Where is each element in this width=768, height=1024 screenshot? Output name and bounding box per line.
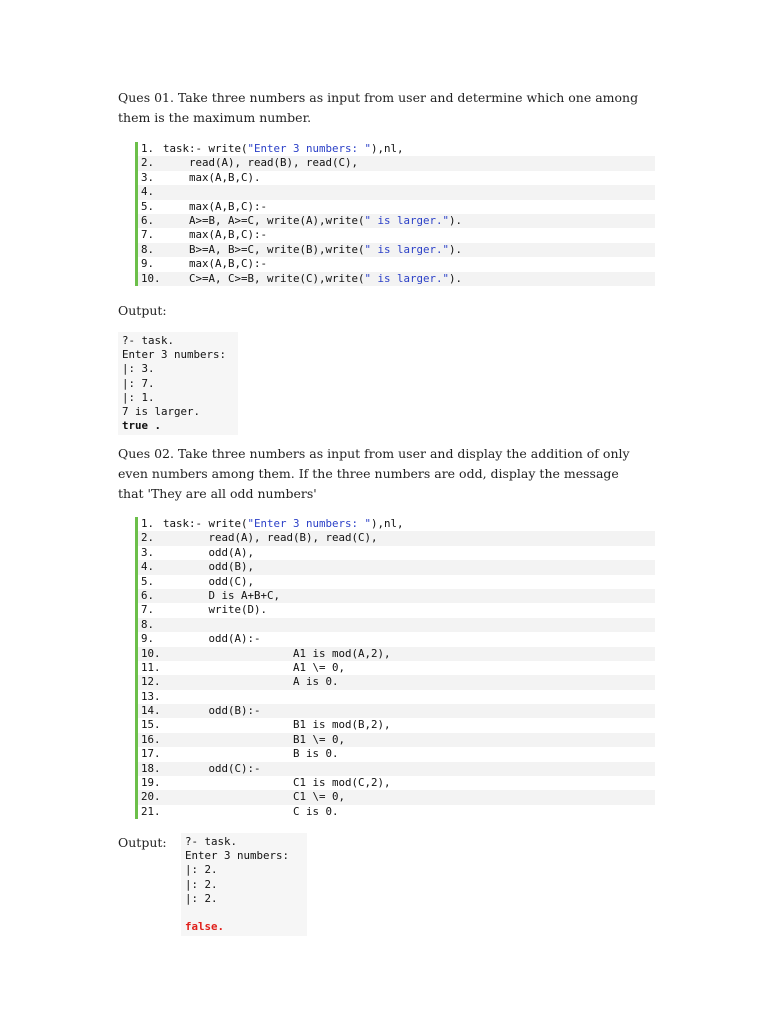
code-line xyxy=(138,531,655,545)
code-line xyxy=(138,661,655,675)
code-line xyxy=(138,575,655,589)
code-text: ). xyxy=(449,271,463,285)
console-line: |: 1. xyxy=(122,390,155,404)
console-output-q2 xyxy=(181,833,307,936)
code-text: C1 is mod(C,2), xyxy=(163,776,391,790)
code-line xyxy=(138,647,655,661)
line-number: 10. xyxy=(141,271,161,285)
code-string: " is larger." xyxy=(364,242,450,256)
code-text: B is 0. xyxy=(163,747,339,761)
console-line: |: 3. xyxy=(122,362,155,376)
line-number: 2. xyxy=(141,156,155,170)
code-text: ),nl, xyxy=(371,142,404,155)
code-line xyxy=(138,790,655,804)
console-line: |: 2. xyxy=(185,877,218,891)
line-number: 19. xyxy=(141,776,161,790)
line-number: 8. xyxy=(141,617,155,631)
line-number: 3. xyxy=(141,545,155,559)
code-text: ). xyxy=(449,242,463,256)
code-line xyxy=(138,762,655,776)
code-text: max(A,B,C):- xyxy=(163,199,268,213)
console-line: 7 is larger. xyxy=(122,404,201,418)
code-line xyxy=(138,546,655,560)
code-text: task:- write( xyxy=(163,142,248,155)
code-line xyxy=(138,243,655,257)
code-text: A is 0. xyxy=(163,675,339,689)
code-line xyxy=(138,690,655,704)
line-number: 13. xyxy=(141,689,161,703)
line-number: 18. xyxy=(141,761,161,775)
code-string: " is larger." xyxy=(364,271,450,285)
question-2 xyxy=(118,444,648,504)
code-string: "Enter 3 numbers: " xyxy=(247,142,372,155)
code-block-q1 xyxy=(135,142,655,286)
code-text: A>=B, A>=C, write(A),write( xyxy=(163,213,365,227)
code-line xyxy=(138,776,655,790)
question-1-text: Ques 01. Take three numbers as input from user and determine which one among them is the maximum number. xyxy=(118,90,639,125)
line-number: 10. xyxy=(141,646,161,660)
code-text: C>=A, C>=B, write(C),write( xyxy=(163,271,365,285)
console-line: |: 2. xyxy=(185,891,218,905)
line-number: 5. xyxy=(141,574,155,588)
console-line: |: 2. xyxy=(185,863,218,877)
code-text: C1 \= 0, xyxy=(163,790,346,804)
line-number: 9. xyxy=(141,632,155,646)
code-line xyxy=(138,257,655,271)
code-text: ). xyxy=(449,213,463,227)
code-line xyxy=(138,733,655,747)
code-line xyxy=(138,272,655,286)
code-text: B1 is mod(B,2), xyxy=(163,718,391,732)
code-text: B>=A, B>=C, write(B),write( xyxy=(163,242,365,256)
console-line xyxy=(185,906,303,920)
console-line: ?- task. xyxy=(122,334,175,347)
code-line xyxy=(138,185,655,199)
code-line xyxy=(138,747,655,761)
line-number: 12. xyxy=(141,675,161,689)
line-number: 2. xyxy=(141,531,155,545)
question-1 xyxy=(118,88,648,128)
code-string: "Enter 3 numbers: " xyxy=(247,517,372,530)
code-line xyxy=(138,632,655,646)
code-line xyxy=(138,589,655,603)
code-text: odd(A):- xyxy=(163,632,261,646)
line-number: 3. xyxy=(141,170,155,184)
line-number: 4. xyxy=(141,185,155,199)
code-line xyxy=(138,517,655,531)
line-number: 15. xyxy=(141,718,161,732)
code-line xyxy=(138,228,655,242)
console-line: Enter 3 numbers: xyxy=(185,849,290,863)
console-line: false. xyxy=(185,920,225,934)
code-text: ),nl, xyxy=(371,517,404,530)
line-number: 17. xyxy=(141,747,161,761)
code-line xyxy=(138,171,655,185)
code-text: A1 is mod(A,2), xyxy=(163,646,391,660)
code-line xyxy=(138,200,655,214)
output-label-q1: Output: xyxy=(118,303,167,318)
console-line: Enter 3 numbers: xyxy=(122,348,227,362)
console-line: ?- task. xyxy=(185,835,238,848)
line-number: 8. xyxy=(141,242,155,256)
line-number: 5. xyxy=(141,199,155,213)
code-text: task:- write( xyxy=(163,517,248,530)
line-number: 6. xyxy=(141,588,155,602)
console-line: |: 7. xyxy=(122,376,155,390)
code-text: read(A), read(B), read(C), xyxy=(163,531,378,545)
code-text: A1 \= 0, xyxy=(163,660,346,674)
code-line xyxy=(138,156,655,170)
line-number: 6. xyxy=(141,213,155,227)
code-text: B1 \= 0, xyxy=(163,732,346,746)
code-text: odd(C), xyxy=(163,574,255,588)
code-text: D is A+B+C, xyxy=(163,588,281,602)
line-number: 1. xyxy=(141,142,155,155)
code-line xyxy=(138,618,655,632)
line-number: 11. xyxy=(141,660,161,674)
question-2-text: Ques 02. Take three numbers as input from user and display the addition of only even numbers among them. If the three numbers are odd, display the message that 'They are all odd numbers' xyxy=(118,446,630,501)
code-text: odd(C):- xyxy=(163,761,261,775)
line-number: 7. xyxy=(141,228,155,242)
code-text: write(D). xyxy=(163,603,268,617)
line-number: 4. xyxy=(141,560,155,574)
code-line xyxy=(138,603,655,617)
code-line xyxy=(138,214,655,228)
code-line xyxy=(138,805,655,819)
code-text: max(A,B,C). xyxy=(163,170,261,184)
code-text: max(A,B,C):- xyxy=(163,257,268,271)
line-number: 21. xyxy=(141,804,161,818)
line-number: 14. xyxy=(141,704,161,718)
line-number: 20. xyxy=(141,790,161,804)
code-line xyxy=(138,560,655,574)
output-label-q2: Output: xyxy=(118,835,167,850)
line-number: 1. xyxy=(141,517,155,530)
code-text: max(A,B,C):- xyxy=(163,228,268,242)
code-line xyxy=(138,675,655,689)
console-line: true . xyxy=(122,419,162,433)
code-line xyxy=(138,142,655,156)
code-text: read(A), read(B), read(C), xyxy=(163,156,359,170)
console-output-q1 xyxy=(118,332,238,435)
code-block-q2 xyxy=(135,517,655,819)
code-text: odd(B), xyxy=(163,560,255,574)
line-number: 7. xyxy=(141,603,155,617)
line-number: 16. xyxy=(141,732,161,746)
code-text: odd(A), xyxy=(163,545,255,559)
code-text: C is 0. xyxy=(163,804,339,818)
code-line xyxy=(138,704,655,718)
line-number: 9. xyxy=(141,257,155,271)
code-string: " is larger." xyxy=(364,213,450,227)
code-line xyxy=(138,718,655,732)
code-text: odd(B):- xyxy=(163,704,261,718)
